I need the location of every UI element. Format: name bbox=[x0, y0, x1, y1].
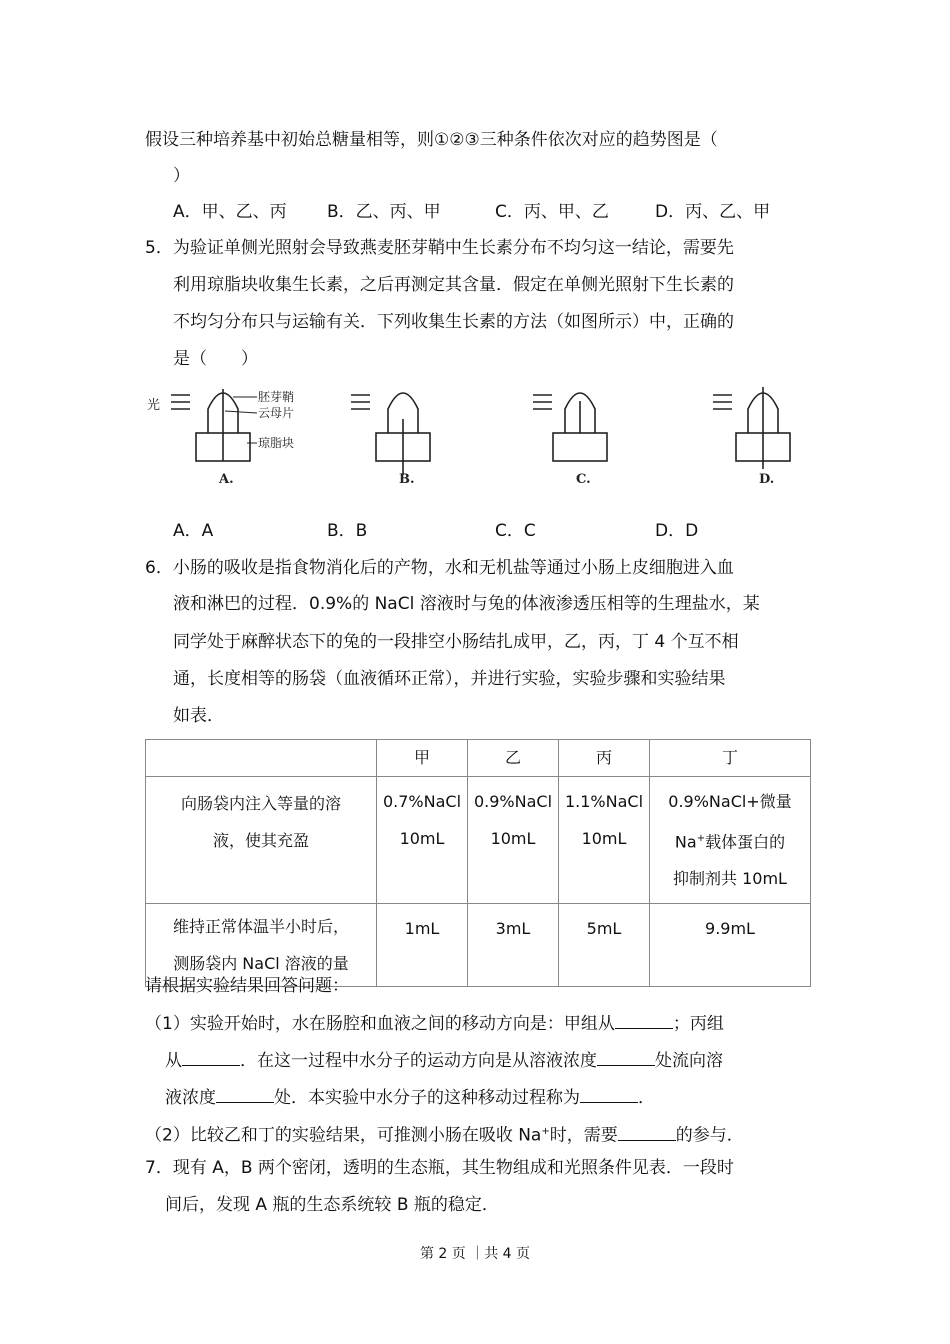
answer-blank-3[interactable] bbox=[597, 1047, 655, 1066]
q6-line5: 如表． bbox=[173, 706, 224, 726]
q6-line1: 6．小肠的吸收是指食物消化后的产物，水和无机盐等通过小肠上皮细胞进入血 bbox=[145, 558, 734, 578]
q7-line2: 间后，发现 A 瓶的生态系统较 B 瓶的稳定． bbox=[165, 1195, 499, 1215]
label-coleoptile: 胚芽鞘 bbox=[258, 390, 295, 404]
q4-option-b: B．乙、丙、甲 bbox=[327, 202, 441, 222]
q5-line3: 不均匀分布只与运输有关．下列收集生长素的方法（如图所示）中，正确的 bbox=[173, 312, 734, 332]
label-agar: 琼脂块 bbox=[258, 436, 295, 450]
label-a: A. bbox=[219, 472, 234, 487]
q6-line3: 同学处于麻醉状态下的兔的一段排空小肠结扎成甲，乙，丙，丁 4 个互不相 bbox=[173, 632, 739, 652]
results-table bbox=[145, 739, 811, 987]
table-cell-row1-yi: 0.9%NaCl 10mL bbox=[468, 777, 559, 904]
table-cell-row2-ding: 9.9mL bbox=[650, 904, 811, 987]
q5-line2: 利用琼脂块收集生长素，之后再测定其含量．假定在单侧光照射下生长素的 bbox=[173, 275, 734, 295]
q5-options bbox=[173, 519, 813, 543]
table-row bbox=[146, 777, 811, 904]
table-cell-row2-label: 维持正常体温半小时后，测肠袋内 NaCl 溶液的量 bbox=[146, 904, 377, 987]
table-cell-row2-jia: 1mL bbox=[377, 904, 468, 987]
answer-blank-1[interactable] bbox=[615, 1010, 673, 1029]
q4-options bbox=[173, 200, 813, 224]
q6-sub1-line2: 从 ．在这一过程中水分子的运动方向是从溶液浓度 处流向溶 bbox=[165, 1047, 723, 1073]
coleoptile-figure bbox=[145, 385, 815, 495]
label-c: C. bbox=[576, 472, 591, 487]
q6-line4: 通，长度相等的肠袋（血液循环正常），并进行实验，实验步骤和实验结果 bbox=[173, 669, 726, 689]
q4-option-a: A．甲、乙、丙 bbox=[173, 202, 287, 222]
coleoptile-diagram bbox=[145, 385, 815, 495]
table-cell-row2-yi: 3mL bbox=[468, 904, 559, 987]
table-header-jia: 甲 bbox=[377, 740, 468, 777]
table-cell-row1-ding: 0.9%NaCl+微量 Na+载体蛋白的抑制剂共 10mL bbox=[650, 777, 811, 904]
q5-option-c: C．C bbox=[495, 521, 536, 541]
light-arrows-a bbox=[171, 395, 190, 409]
q4-stem-line2: ） bbox=[173, 166, 190, 186]
table-cell-row1-bing: 1.1%NaCl 10mL bbox=[559, 777, 650, 904]
setup-a bbox=[196, 389, 294, 487]
q6-sub1-line1: （1）实验开始时，水在肠腔和血液之间的移动方向是：甲组从 ；丙组 bbox=[145, 1010, 724, 1036]
q7-line1: 7．现有 A，B 两个密闭，透明的生态瓶，其生物组成和光照条件见表．一段时 bbox=[145, 1158, 734, 1178]
answer-blank-4[interactable] bbox=[216, 1084, 274, 1103]
table-header-empty bbox=[146, 740, 377, 777]
q5-option-d: D．D bbox=[655, 521, 699, 541]
setup-b bbox=[351, 393, 430, 487]
q5-line4: 是（ ） bbox=[173, 349, 258, 369]
q4-option-d: D．丙、乙、甲 bbox=[655, 202, 771, 222]
setup-d bbox=[713, 387, 790, 487]
light-label: 光 bbox=[147, 398, 161, 413]
answer-blank-2[interactable] bbox=[182, 1047, 240, 1066]
page-footer: 第 2 页 ｜共 4 页 bbox=[419, 1246, 531, 1262]
table-header-yi: 乙 bbox=[468, 740, 559, 777]
label-mica: 云母片 bbox=[258, 406, 295, 420]
answer-blank-6[interactable] bbox=[618, 1122, 676, 1141]
q4-stem-line1: 假设三种培养基中初始总糖量相等，则①②③三种条件依次对应的趋势图是（ bbox=[145, 130, 718, 150]
q6-sub2: （2）比较乙和丁的实验结果，可推测小肠在吸收 Na+时，需要 的参与． bbox=[145, 1120, 744, 1148]
q5-option-a: A．A bbox=[173, 521, 214, 541]
setup-c bbox=[533, 393, 607, 487]
q4-option-c: C．丙、甲、乙 bbox=[495, 202, 609, 222]
label-d: D. bbox=[759, 472, 775, 487]
label-b: B. bbox=[399, 472, 415, 487]
table-cell-row1-jia: 0.7%NaCl 10mL bbox=[377, 777, 468, 904]
q6-sub1-line3: 液浓度 处．本实验中水分子的这种移动过程称为 ． bbox=[165, 1084, 655, 1110]
table-header-row bbox=[146, 740, 811, 777]
table-header-bing: 丙 bbox=[559, 740, 650, 777]
q5-line1: 5．为验证单侧光照射会导致燕麦胚芽鞘中生长素分布不均匀这一结论，需要先 bbox=[145, 238, 734, 258]
q6-line2: 液和淋巴的过程．0.9%的 NaCl 溶液时与兔的体液渗透压相等的生理盐水，某 bbox=[173, 594, 760, 614]
q6-prompt: 请根据实验结果回答问题： bbox=[145, 976, 349, 996]
answer-blank-5[interactable] bbox=[580, 1084, 638, 1103]
table-cell-row1-label: 向肠袋内注入等量的溶液，使其充盈 bbox=[146, 777, 377, 904]
table-header-ding: 丁 bbox=[650, 740, 811, 777]
q5-option-b: B．B bbox=[327, 521, 368, 541]
table-cell-row2-bing: 5mL bbox=[559, 904, 650, 987]
